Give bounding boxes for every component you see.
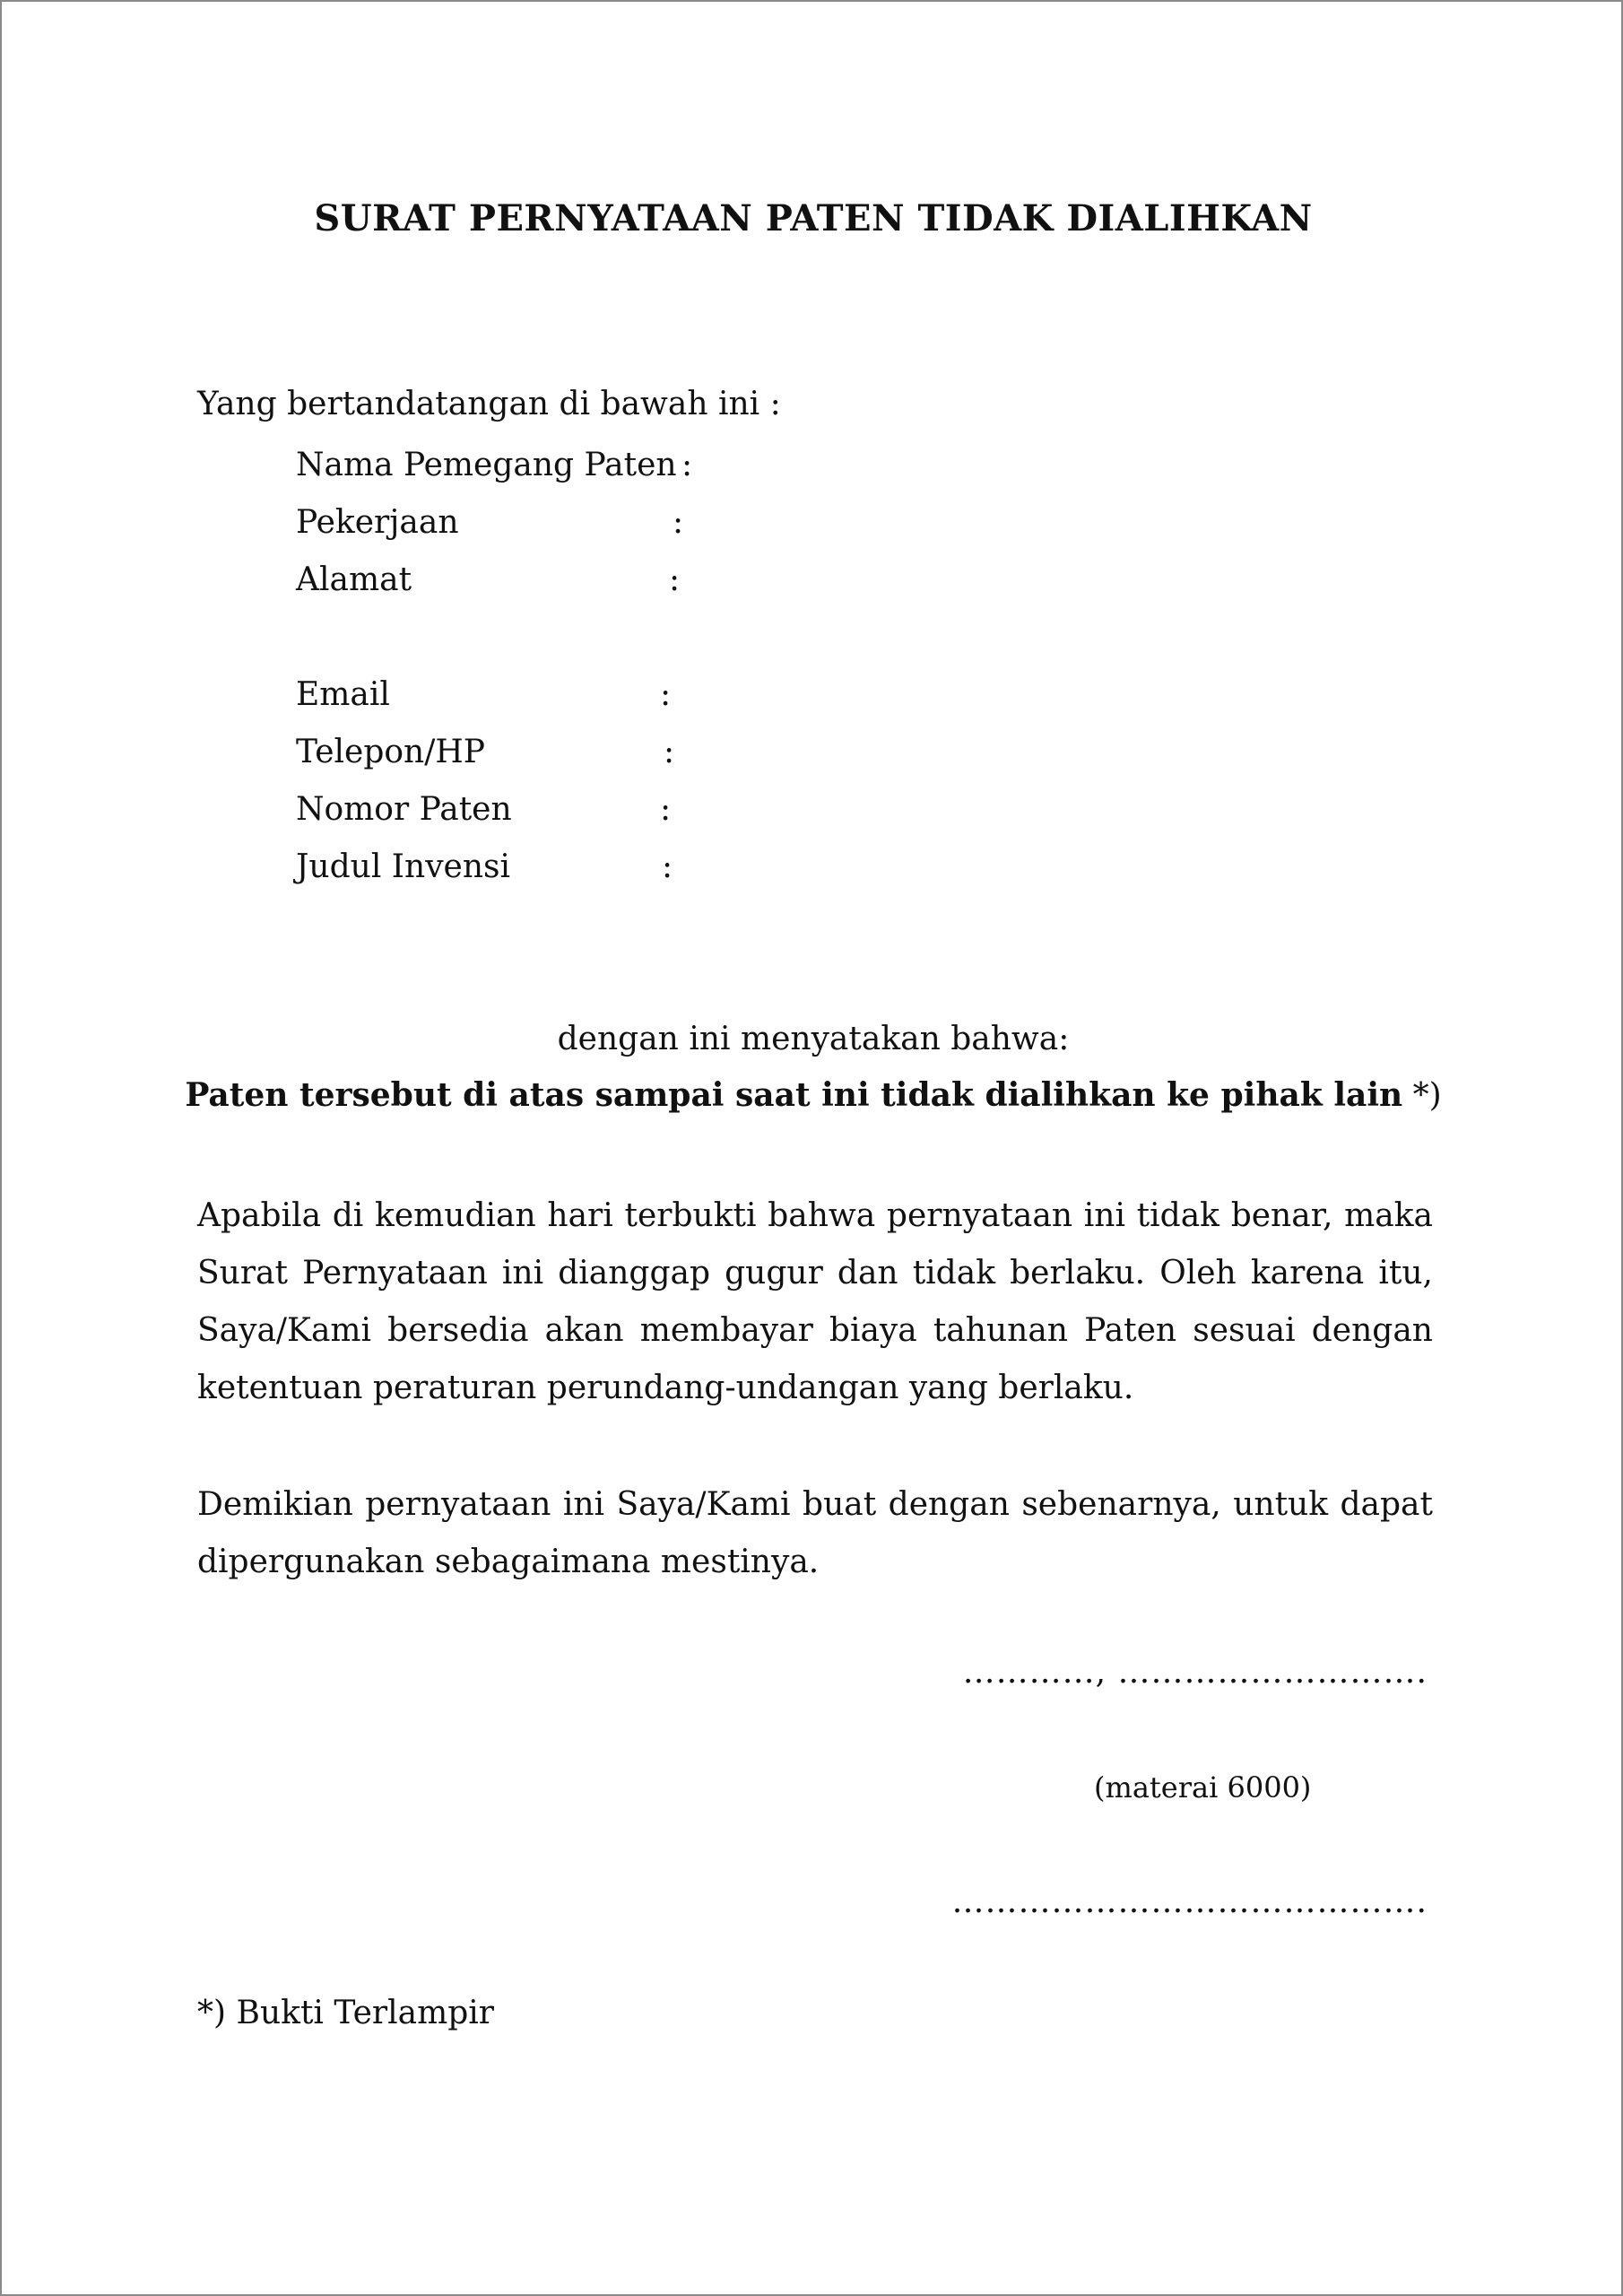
signature-line: ……………………………………. [951, 1883, 1428, 1920]
field-row-email [296, 676, 834, 721]
field-label: Telepon/HP [296, 734, 485, 770]
document-title: SURAT PERNYATAAN PATEN TIDAK DIALIHKAN [314, 197, 1313, 239]
field-colon: : [662, 848, 673, 885]
field-label: Alamat [296, 561, 412, 598]
footnote: *) Bukti Terlampir [197, 1995, 494, 2031]
paragraph-closing: Demikian pernyataan ini Saya/Kami buat dengan sebenarnya, untuk dapat dipergunakan sebagaimana mestinya. [197, 1486, 1433, 1580]
stamp-duty-note: (materai 6000) [1094, 1770, 1312, 1805]
field-label: Judul Invensi [296, 848, 511, 885]
field-row-invention-title [296, 848, 834, 893]
field-colon: : [660, 676, 672, 713]
field-colon: : [673, 504, 684, 541]
place-date-line: …………, ………………………. [962, 1654, 1428, 1691]
field-colon: : [664, 734, 675, 770]
field-row-patent-number [296, 791, 834, 836]
statement-intro: dengan ini menyatakan bahwa: [557, 1021, 1070, 1057]
field-row-holder-name [296, 447, 834, 491]
field-label: Nama Pemegang Paten [296, 447, 677, 483]
field-colon: : [660, 791, 672, 828]
field-row-address [296, 561, 834, 606]
intro-text: Yang bertandatangan di bawah ini : [197, 386, 781, 422]
statement-footnote-marker: *) [1402, 1077, 1442, 1114]
statement [2, 1076, 1623, 1114]
paragraph-consequence: Apabila di kemudian hari terbukti bahwa pernyataan ini tidak benar, maka Surat Pernyataan ini dianggap gugur dan tidak berlaku. Oleh karena itu, Saya/Kami bersedia akan membayar biaya tahunan Paten sesuai dengan ketentuan peraturan perundang-undangan yang berlaku. [197, 1197, 1433, 1406]
field-colon: : [669, 561, 681, 598]
field-row-phone [296, 734, 834, 778]
field-label: Email [296, 676, 390, 713]
field-row-occupation [296, 504, 834, 549]
field-label: Nomor Paten [296, 791, 512, 828]
statement-bold-text: Paten tersebut di atas sampai saat ini tidak dialihkan ke pihak lain [185, 1076, 1403, 1114]
field-colon: : [681, 447, 693, 483]
field-label: Pekerjaan [296, 504, 459, 541]
